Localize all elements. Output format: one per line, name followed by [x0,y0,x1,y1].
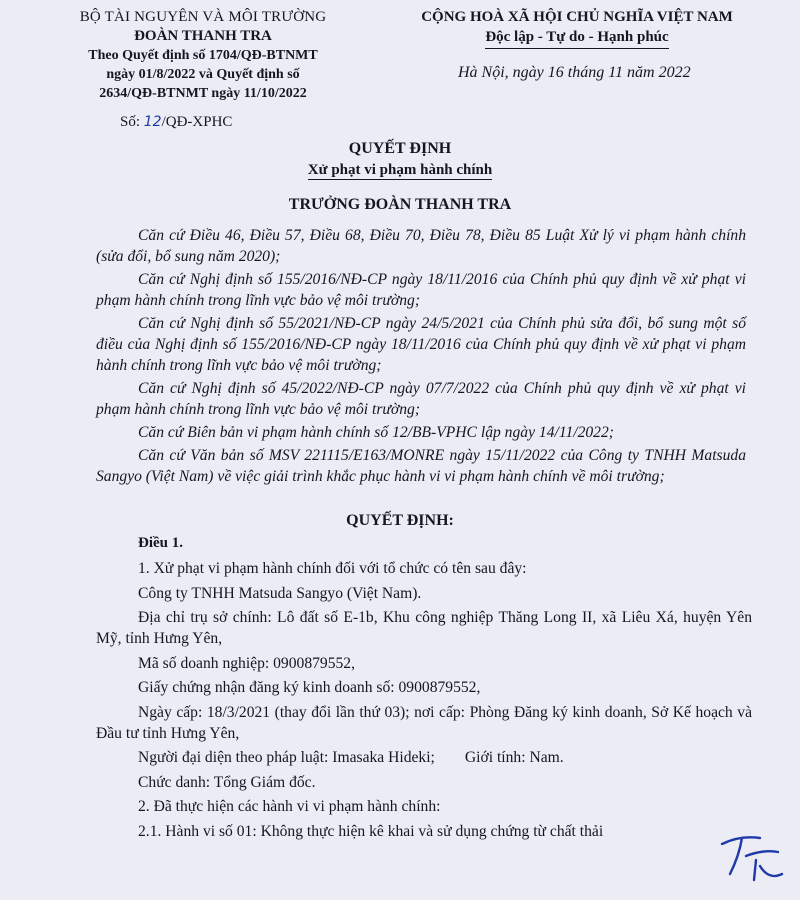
national-header-block [372,8,782,49]
company-address: Địa chỉ trụ sở chính: Lô đất số E-1b, Khu công nghiệp Thăng Long II, xã Liêu Xá, huyện Yên Mỹ, tỉnh Hưng Yên, [96,609,752,647]
company-name: Công ty TNHH Matsuda Sangyo (Việt Nam). [138,584,422,602]
issuing-agency-block [38,8,368,103]
ground-paragraph: Căn cứ Văn bản số MSV 221115/E163/MONRE ngày 15/11/2022 của Công ty TNHH Matsuda Sangyo (Việt Nam) về việc giải trình khắc phục hành vi vi phạm hành chính về môi trường; [96,447,746,485]
ground-paragraph: Căn cứ Nghị định số 45/2022/NĐ-CP ngày 07/7/2022 của Chính phủ quy định về xử phạt vi phạm hành chính trong lĩnh vực bảo vệ môi trường; [96,380,746,418]
issuer-title: TRƯỞNG ĐOÀN THANH TRA [288,196,512,213]
article-paragraph: 1. Xử phạt vi phạm hành chính đối với tổ chức có tên sau đây: [138,560,527,577]
representative-line [96,747,752,768]
legal-representative: Người đại diện theo pháp luật: Imasaka Hideki; [138,749,435,766]
national-motto: Độc lập - Tự do - Hạnh phúc [485,28,668,49]
nation-name: CỘNG HOÀ XÃ HỘI CHỦ NGHĨA VIỆT NAM [421,9,733,25]
handwritten-number: 12 [143,114,162,130]
ground-paragraph: Căn cứ Nghị định số 55/2021/NĐ-CP ngày 24/5/2021 của Chính phủ sửa đổi, bổ sung một số điều của Nghị định số 155/2016/NĐ-CP ngày 18/11/2016 của Chính phủ quy định về xử phạt vi phạm hành chính trong lĩnh vực bảo vệ môi trường; [96,315,746,374]
document-number [120,114,232,131]
decision-heading: QUYẾT ĐỊNH: [346,512,454,529]
number-prefix: Số: [120,114,141,130]
ground-paragraph: Căn cứ Nghị định số 155/2016/NĐ-CP ngày 18/11/2016 của Chính phủ quy định về xử phạt vi phạm hành chính trong lĩnh vực bảo vệ môi trường; [96,271,746,309]
inspection-team-name: ĐOÀN THANH TRA [134,28,272,44]
article-1-title: Điều 1. [138,535,183,551]
ground-paragraph: Căn cứ Biên bản vi phạm hành chính số 12/BB-VPHC lập ngày 14/11/2022; [138,424,614,441]
ministry-name: BỘ TÀI NGUYÊN VÀ MÔI TRƯỜNG [79,9,327,25]
basis-line-1: Theo Quyết định số 1704/QĐ-BTNMT [88,48,318,63]
handwritten-initials-icon [716,830,788,886]
legal-grounds [96,225,746,489]
document-type-title: QUYẾT ĐỊNH [348,140,452,157]
violation-1: 2.1. Hành vi số 01: Không thực hiện kê khai và sử dụng chứng từ chất thải [138,822,604,840]
representative-position: Chức danh: Tổng Giám đốc. [138,773,316,791]
basis-line-2: ngày 01/8/2022 và Quyết định số [106,67,300,82]
business-registration: Giấy chứng nhận đăng ký kinh doanh số: 0900879552, [138,679,481,696]
issue-info: Ngày cấp: 18/3/2021 (thay đổi lần thứ 03); nơi cấp: Phòng Đăng ký kinh doanh, Sở Kế hoạch và Đầu tư tỉnh Hưng Yên, [96,703,752,742]
document-subject-text: Xử phạt vi phạm hành chính [307,162,493,178]
basis-line-3: 2634/QĐ-BTNMT ngày 11/10/2022 [99,86,307,101]
number-suffix: /QĐ-XPHC [161,114,233,130]
representative-gender: Giới tính: Nam. [464,749,564,766]
document-subject [0,162,800,180]
violations-heading: 2. Đã thực hiện các hành vi vi phạm hành chính: [138,798,441,815]
ground-paragraph: Căn cứ Điều 46, Điều 57, Điều 68, Điều 70, Điều 78, Điều 85 Luật Xử lý vi phạm hành chính (sửa đổi, bổ sung năm 2020); [96,227,746,265]
article-1-body [96,558,752,845]
issue-date: Hà Nội, ngày 16 tháng 11 năm 2022 [458,64,691,81]
enterprise-code: Mã số doanh nghiệp: 0900879552, [138,654,355,672]
